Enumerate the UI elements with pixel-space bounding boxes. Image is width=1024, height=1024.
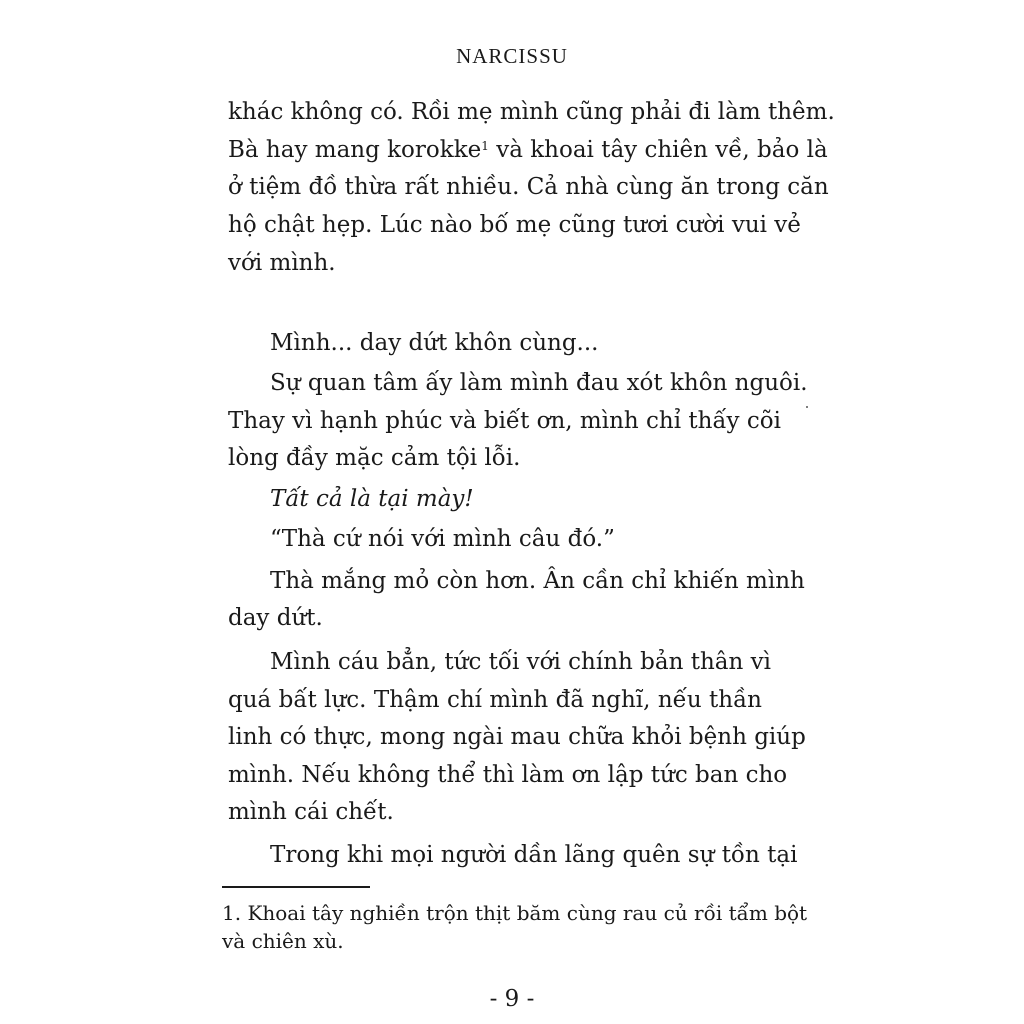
- text-line: Mình cáu bẳn, tức tối với chính bản thân vì: [270, 649, 771, 675]
- text-line: Tất cả là tại mày!: [270, 486, 474, 512]
- text-line: ở tiệm đồ thừa rất nhiều. Cả nhà cùng ăn trong căn: [228, 174, 829, 200]
- text-segment: Bà hay mang korokke: [228, 137, 482, 163]
- page-number: - 9 -: [489, 986, 535, 1012]
- text-line: linh có thực, mong ngài mau chữa khỏi bệnh giúp: [228, 724, 806, 750]
- text-line: Thà mắng mỏ còn hơn. Ân cần chỉ khiến mình: [270, 568, 805, 594]
- text-line: lòng đầy mặc cảm tội lỗi.: [228, 445, 521, 471]
- footnote-rule: [222, 886, 370, 888]
- text-line: với mình.: [228, 250, 336, 276]
- text-line: Sự quan tâm ấy làm mình đau xót khôn nguôi.: [270, 370, 808, 396]
- text-line: Trong khi mọi người dần lãng quên sự tồn tại: [270, 842, 798, 868]
- text-line: mình cái chết.: [228, 799, 394, 825]
- text-line: quá bất lực. Thậm chí mình đã nghĩ, nếu thần: [228, 687, 762, 713]
- text-line: mình. Nếu không thể thì làm ơn lập tức ban cho: [228, 762, 788, 788]
- text-segment: và khoai tây chiên về, bảo là: [488, 137, 828, 163]
- text-line: khác không có. Rồi mẹ mình cũng phải đi làm thêm.: [228, 99, 835, 125]
- footnote-line: 1. Khoai tây nghiền trộn thịt băm cùng rau củ rồi tẩm bột: [222, 901, 808, 925]
- running-header: NARCISSU: [456, 44, 568, 68]
- scan-speck: [806, 406, 808, 408]
- footnote-line: và chiên xù.: [222, 929, 344, 953]
- text-line: [228, 135, 828, 165]
- text-line: Thay vì hạnh phúc và biết ơn, mình chỉ thấy cõi: [228, 408, 781, 434]
- text-line: hộ chật hẹp. Lúc nào bố mẹ cũng tươi cười vui vẻ: [228, 212, 801, 238]
- footnote-ref: 1: [481, 139, 489, 153]
- text-line: Mình... day dứt khôn cùng...: [270, 330, 599, 356]
- text-line: “Thà cứ nói với mình câu đó.”: [270, 526, 615, 552]
- text-line: day dứt.: [228, 605, 323, 631]
